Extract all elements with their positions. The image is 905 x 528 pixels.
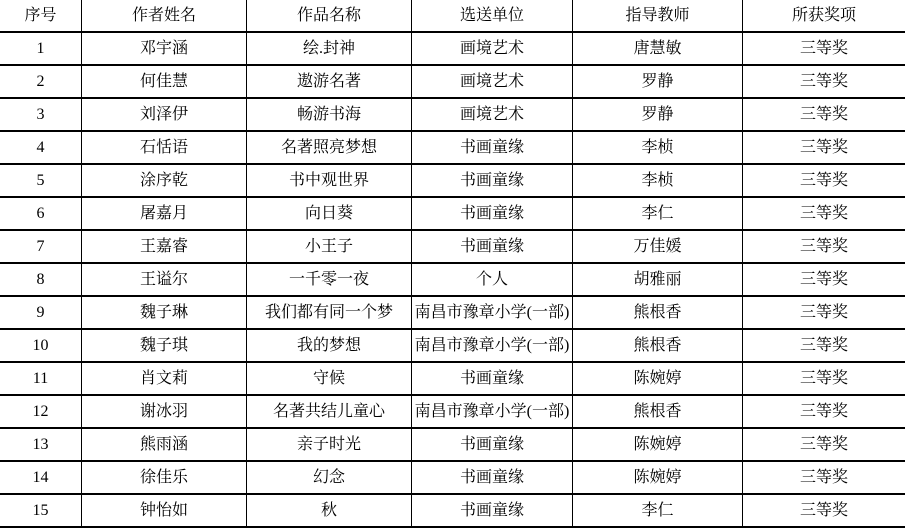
cell-teacher: 熊根香 (573, 396, 743, 429)
cell-submitting-unit: 书画童缘 (412, 363, 573, 396)
cell-work-title: 绘.封神 (247, 33, 412, 66)
cell-teacher: 万佳媛 (573, 231, 743, 264)
cell-submitting-unit: 书画童缘 (412, 462, 573, 495)
cell-work-title: 我们都有同一个梦 (247, 297, 412, 330)
cell-author: 刘泽伊 (82, 99, 247, 132)
column-header-serial: 序号 (0, 0, 82, 33)
cell-author: 魏子琳 (82, 297, 247, 330)
cell-serial: 10 (0, 330, 82, 363)
cell-author: 屠嘉月 (82, 198, 247, 231)
cell-teacher: 罗静 (573, 66, 743, 99)
cell-submitting-unit: 画境艺术 (412, 33, 573, 66)
cell-serial: 15 (0, 495, 82, 528)
cell-submitting-unit: 南昌市豫章小学(一部) (412, 396, 573, 429)
cell-work-title: 我的梦想 (247, 330, 412, 363)
cell-serial: 14 (0, 462, 82, 495)
cell-award: 三等奖 (743, 165, 905, 198)
cell-work-title: 亲子时光 (247, 429, 412, 462)
cell-work-title: 名著照亮梦想 (247, 132, 412, 165)
cell-teacher: 熊根香 (573, 330, 743, 363)
column-header-teacher: 指导教师 (573, 0, 743, 33)
cell-teacher: 熊根香 (573, 297, 743, 330)
cell-award: 三等奖 (743, 132, 905, 165)
cell-serial: 9 (0, 297, 82, 330)
cell-teacher: 胡雅丽 (573, 264, 743, 297)
cell-work-title: 秋 (247, 495, 412, 528)
cell-award: 三等奖 (743, 231, 905, 264)
cell-award: 三等奖 (743, 396, 905, 429)
column-header-work-title: 作品名称 (247, 0, 412, 33)
cell-serial: 4 (0, 132, 82, 165)
cell-teacher: 罗静 (573, 99, 743, 132)
cell-submitting-unit: 书画童缘 (412, 429, 573, 462)
cell-award: 三等奖 (743, 495, 905, 528)
cell-teacher: 陈婉婷 (573, 363, 743, 396)
cell-serial: 2 (0, 66, 82, 99)
cell-teacher: 陈婉婷 (573, 429, 743, 462)
cell-serial: 12 (0, 396, 82, 429)
cell-author: 钟怡如 (82, 495, 247, 528)
cell-serial: 11 (0, 363, 82, 396)
cell-work-title: 畅游书海 (247, 99, 412, 132)
cell-work-title: 遨游名著 (247, 66, 412, 99)
cell-submitting-unit: 画境艺术 (412, 99, 573, 132)
cell-award: 三等奖 (743, 99, 905, 132)
cell-work-title: 守候 (247, 363, 412, 396)
cell-author: 王谥尔 (82, 264, 247, 297)
cell-award: 三等奖 (743, 198, 905, 231)
cell-author: 谢冰羽 (82, 396, 247, 429)
cell-submitting-unit: 南昌市豫章小学(一部) (412, 330, 573, 363)
cell-author: 魏子琪 (82, 330, 247, 363)
cell-teacher: 李桢 (573, 132, 743, 165)
cell-serial: 13 (0, 429, 82, 462)
cell-award: 三等奖 (743, 33, 905, 66)
cell-submitting-unit: 书画童缘 (412, 495, 573, 528)
cell-author: 肖文莉 (82, 363, 247, 396)
cell-serial: 5 (0, 165, 82, 198)
cell-work-title: 书中观世界 (247, 165, 412, 198)
cell-submitting-unit: 书画童缘 (412, 165, 573, 198)
cell-author: 何佳慧 (82, 66, 247, 99)
cell-teacher: 李仁 (573, 198, 743, 231)
cell-work-title: 幻念 (247, 462, 412, 495)
cell-author: 熊雨涵 (82, 429, 247, 462)
cell-author: 王嘉睿 (82, 231, 247, 264)
cell-work-title: 向日葵 (247, 198, 412, 231)
cell-serial: 1 (0, 33, 82, 66)
cell-work-title: 一千零一夜 (247, 264, 412, 297)
cell-submitting-unit: 书画童缘 (412, 198, 573, 231)
cell-serial: 8 (0, 264, 82, 297)
cell-teacher: 李桢 (573, 165, 743, 198)
cell-teacher: 陈婉婷 (573, 462, 743, 495)
cell-author: 涂序乾 (82, 165, 247, 198)
cell-work-title: 小王子 (247, 231, 412, 264)
cell-serial: 6 (0, 198, 82, 231)
column-header-submitting-unit: 选送单位 (412, 0, 573, 33)
cell-award: 三等奖 (743, 363, 905, 396)
cell-submitting-unit: 南昌市豫章小学(一部) (412, 297, 573, 330)
cell-award: 三等奖 (743, 264, 905, 297)
column-header-author: 作者姓名 (82, 0, 247, 33)
cell-author: 徐佳乐 (82, 462, 247, 495)
cell-submitting-unit: 书画童缘 (412, 132, 573, 165)
cell-award: 三等奖 (743, 330, 905, 363)
cell-submitting-unit: 书画童缘 (412, 231, 573, 264)
cell-author: 石恬语 (82, 132, 247, 165)
cell-teacher: 李仁 (573, 495, 743, 528)
column-header-award: 所获奖项 (743, 0, 905, 33)
cell-award: 三等奖 (743, 429, 905, 462)
cell-submitting-unit: 个人 (412, 264, 573, 297)
cell-award: 三等奖 (743, 297, 905, 330)
cell-serial: 7 (0, 231, 82, 264)
cell-award: 三等奖 (743, 462, 905, 495)
cell-serial: 3 (0, 99, 82, 132)
cell-award: 三等奖 (743, 66, 905, 99)
cell-author: 邓宇涵 (82, 33, 247, 66)
cell-teacher: 唐慧敏 (573, 33, 743, 66)
cell-work-title: 名著共结儿童心 (247, 396, 412, 429)
cell-submitting-unit: 画境艺术 (412, 66, 573, 99)
